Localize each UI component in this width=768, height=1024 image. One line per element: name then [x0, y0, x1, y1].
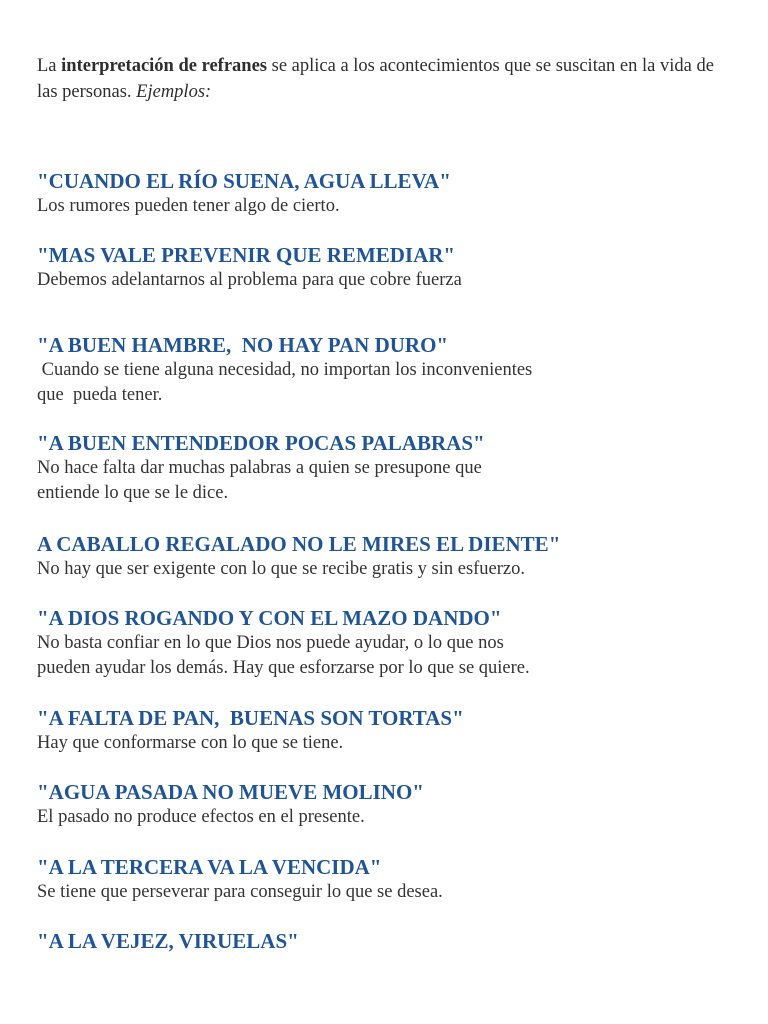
refran-meaning: No hay que ser exigente con lo que se recibe gratis y sin esfuerzo.: [37, 559, 526, 579]
refran-title: "MAS VALE PREVENIR QUE REMEDIAR": [37, 243, 456, 267]
intro-bold-term: interpretación de refranes: [61, 56, 267, 76]
intro-examples-label: Ejemplos:: [136, 82, 212, 102]
refran-title: "A DIOS ROGANDO Y CON EL MAZO DANDO": [37, 606, 502, 630]
refran-item: [37, 431, 737, 506]
intro-middle: se aplica a los acontecimientos que se suscitan en la vida de las personas.: [37, 56, 714, 102]
refran-item: [37, 780, 737, 830]
refran-meaning: Los rumores pueden tener algo de cierto.: [37, 196, 340, 216]
refran-meaning: Hay que conformarse con lo que se tiene.: [37, 733, 344, 753]
refran-item: [37, 929, 737, 954]
refran-meaning: El pasado no produce efectos en el presente.: [37, 807, 365, 827]
refran-meaning: Cuando se tiene alguna necesidad, no importan los inconvenientes que pueda tener.: [37, 360, 533, 405]
refran-title: "A BUEN ENTENDEDOR POCAS PALABRAS": [37, 431, 485, 455]
refran-title: A CABALLO REGALADO NO LE MIRES EL DIENTE": [37, 532, 561, 556]
refran-title: "A BUEN HAMBRE, NO HAY PAN DURO": [37, 333, 449, 357]
refran-item: [37, 333, 737, 408]
refran-item: [37, 606, 737, 681]
refran-item: [37, 855, 737, 905]
refran-item: [37, 532, 737, 582]
intro-prefix: La: [37, 56, 62, 76]
intro-paragraph: [37, 53, 737, 105]
refran-title: "CUANDO EL RÍO SUENA, AGUA LLEVA": [37, 169, 451, 193]
refran-meaning: Se tiene que perseverar para conseguir lo que se desea.: [37, 882, 443, 902]
refran-meaning: No hace falta dar muchas palabras a quien se presupone que entiende lo que se le dice.: [37, 458, 482, 503]
refran-item: [37, 169, 737, 219]
refran-title: "AGUA PASADA NO MUEVE MOLINO": [37, 780, 424, 804]
refran-meaning: Debemos adelantarnos al problema para que cobre fuerza: [37, 270, 462, 290]
refran-meaning: No basta confiar en lo que Dios nos puede ayudar, o lo que nos pueden ayudar los demás. Hay que esforzarse por lo que se quiere.: [37, 633, 530, 678]
refran-item: [37, 243, 737, 293]
refran-title: "A FALTA DE PAN, BUENAS SON TORTAS": [37, 706, 464, 730]
refran-title: "A LA TERCERA VA LA VENCIDA": [37, 855, 382, 879]
refran-title: "A LA VEJEZ, VIRUELAS": [37, 929, 299, 953]
refran-item: [37, 706, 737, 756]
